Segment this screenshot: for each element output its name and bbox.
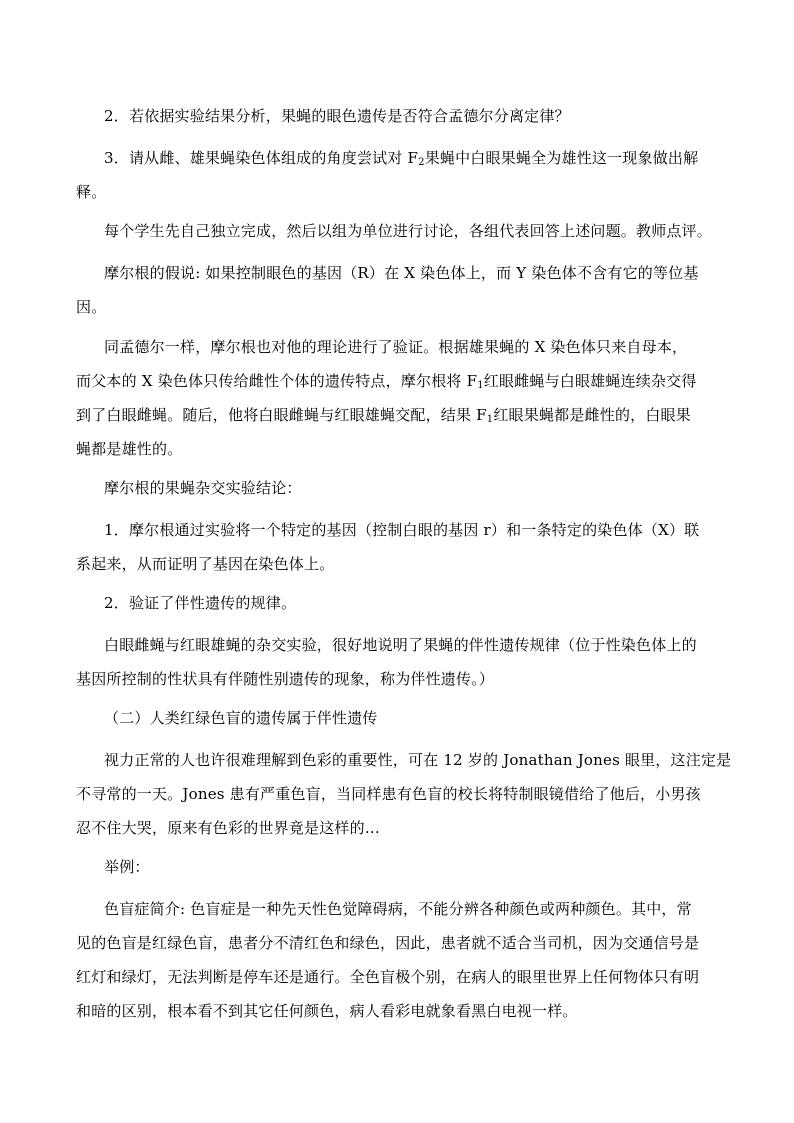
hypothesis-text-b: 因。 (76, 298, 107, 316)
discussion-paragraph (104, 214, 713, 248)
vision-line-3 (76, 811, 668, 845)
verification-text-b1: 而父本的 X 染色体只传给雌性个体的遗传特点，摩尔根将 F (76, 372, 478, 390)
discussion-text: 每个学生先自己独立完成，然后以组为单位进行讨论，各组代表回答上述问题。教师点评。 (104, 222, 713, 240)
conclusion-1-line-2 (76, 547, 668, 581)
conclusion-1-line-1 (104, 513, 700, 547)
vision-text-b: 不寻常的一天。Jones 患有严重色盲，当同样患有色盲的校长将特制眼镜借给了他后，小男孩 (76, 785, 701, 803)
section-heading-2-text: （二）人类红绿色盲的遗传属于伴性遗传 (104, 709, 378, 727)
verification-text-c2: 红眼果蝇都是雌性的，白眼果 (493, 406, 691, 424)
colorblind-line-3 (76, 960, 700, 994)
question-3-text-c: 释。 (76, 183, 107, 201)
example-label (104, 850, 696, 884)
conclusion-title-text: 摩尔根的果蝇杂交实验结论： (104, 479, 302, 497)
f2-subscript: 2 (418, 157, 425, 168)
colorblind-text-b: 见的色盲是红绿色盲，患者分不清红色和绿色，因此，患者就不适合当司机，因为交通信号是 (76, 934, 700, 952)
conclusion-1-text-a: 1．摩尔根通过实验将一个特定的基因（控制白眼的基因 r）和一条特定的染色体（X）联 (104, 521, 700, 539)
conclusion-title (104, 471, 696, 505)
verification-text-b2: 红眼雌蝇与白眼雄蝇连续杂交得 (483, 372, 697, 390)
verification-line-4 (76, 432, 668, 466)
hypothesis-line-1 (104, 256, 699, 290)
white-eye-line-2 (76, 662, 668, 696)
question-2-text: 2．若依据实验结果分析，果蝇的眼色遗传是否符合孟德尔分离定律？ (104, 107, 570, 125)
hypothesis-line-2 (76, 290, 668, 324)
verification-line-1 (104, 330, 696, 364)
verification-line-3 (76, 398, 691, 432)
section-heading-2 (104, 701, 696, 735)
vision-line-1 (104, 743, 732, 777)
conclusion-2 (104, 586, 696, 620)
conclusion-1-text-b: 系起来，从而证明了基因在染色体上。 (76, 555, 335, 573)
question-2 (104, 99, 696, 133)
conclusion-2-text: 2．验证了伴性遗传的规律。 (104, 594, 297, 612)
vision-text-c: 忍不住大哭，原来有色彩的世界竟是这样的… (76, 819, 381, 837)
question-3-line-1 (104, 141, 699, 175)
white-eye-line-1 (104, 628, 696, 662)
white-eye-text-a: 白眼雌蝇与红眼雄蝇的杂交实验，很好地说明了果蝇的伴性遗传规律（位于性染色体上的 (104, 636, 697, 654)
colorblind-text-a: 色盲症简介: 色盲症是一种先天性色觉障碍病，不能分辨各种颜色或两种颜色。其中，常 (104, 900, 692, 918)
colorblind-text-c: 红灯和绿灯，无法判断是停车还是通行。全色盲极个别，在病人的眼里世界上任何物体只有明 (76, 968, 700, 986)
verification-text-a: 同孟德尔一样，摩尔根也对他的理论进行了验证。根据雄果蝇的 X 染色体只来自母本， (104, 338, 688, 356)
verification-text-c1: 到了白眼雌蝇。随后，他将白眼雌蝇与红眼雄蝇交配，结果 F (76, 406, 487, 424)
verification-line-2 (76, 364, 697, 398)
hypothesis-text-a: 摩尔根的假说: 如果控制眼色的基因（R）在 X 染色体上，而 Y 染色体不含有它的等位基 (104, 264, 699, 282)
verification-text-d: 蝇都是雄性的。 (76, 440, 183, 458)
colorblind-line-4 (76, 994, 668, 1028)
question-3-text-a: 3．请从雌、雄果蝇染色体组成的角度尝试对 F (104, 149, 419, 167)
question-3-line-2 (76, 175, 668, 209)
vision-line-2 (76, 777, 701, 811)
colorblind-text-d: 和暗的区别，根本看不到其它任何颜色，病人看彩电就象看黑白电视一样。 (76, 1002, 578, 1020)
white-eye-text-b: 基因所控制的性状具有伴随性别遗传的现象，称为伴性遗传。） (76, 670, 495, 688)
example-text: 举例： (104, 858, 150, 876)
f1-subscript: 1 (477, 380, 484, 391)
colorblind-line-1 (104, 892, 696, 926)
vision-text-a: 视力正常的人也许很难理解到色彩的重要性，可在 12 岁的 Jonathan Jones 眼里，这注定是 (104, 751, 732, 769)
f1-subscript: 1 (486, 414, 494, 425)
question-3-text-b: 果蝇中白眼果蝇全为雄性这一现象做出解 (424, 149, 699, 167)
colorblind-line-2 (76, 926, 700, 960)
